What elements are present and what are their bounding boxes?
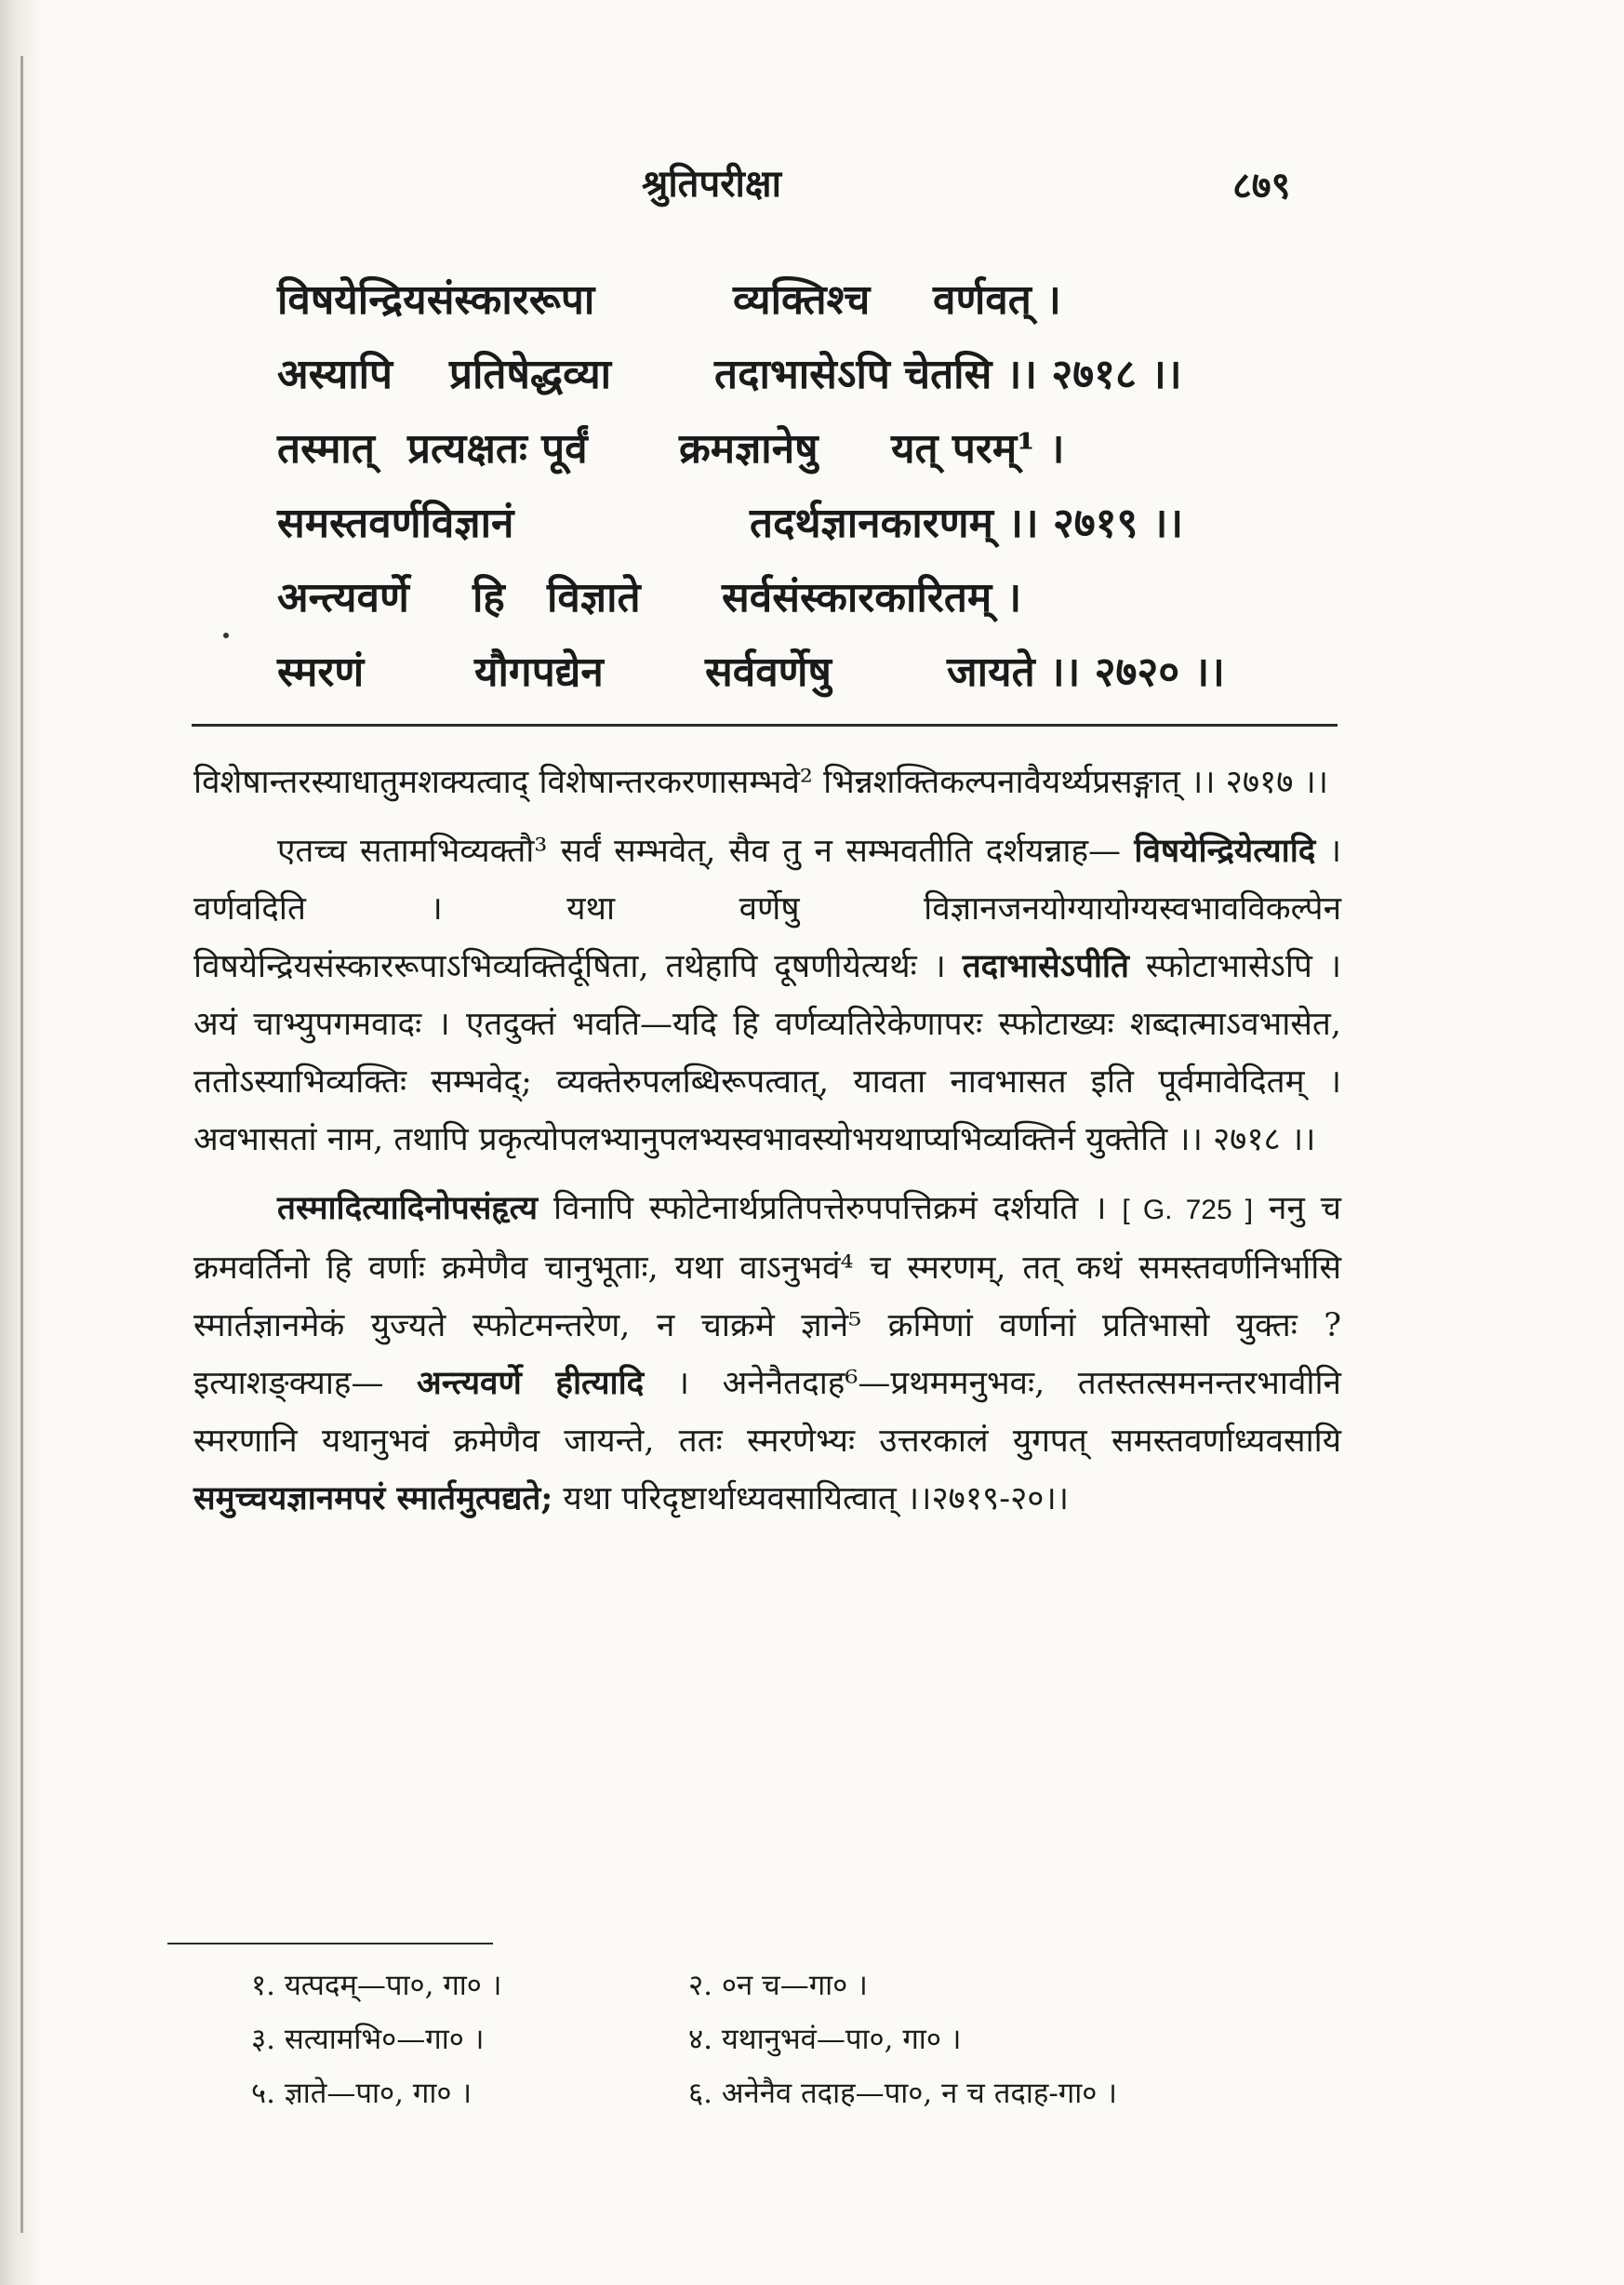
verse-word: वर्णवत् । (933, 276, 1061, 324)
commentary-text: स्फोटाभासेऽपि । अयं चाभ्युपगमवादः । एतदुक्तं भवति—यदि हि वर्णव्यतिरेकेणापरः स्फोटाख्यः शब्दात्माऽवभासेत, ततोऽस्याभिव्यक्तिः सम्भवेद्; व्यक्तेरुपलब्धिरूपत्वात्, यावता नावभासत इति पूर्वमावेदितम् । अवभासतां नाम, तथापि प्रकृत्योपलभ्यानुपलभ्यस्वभावस्योभयथाप्यभिव्यक्तिर्न युक्तेति ।। २७१८ ।। (193, 948, 1341, 1158)
verse-word: स्मरणं (277, 648, 365, 696)
footnotes (251, 1965, 1367, 2127)
verse-word: अस्यापि (277, 351, 393, 398)
commentary-text: । अनेनैतदाह⁶—प्रथममनुभवः, ततस्तत्समनन्तरभावीनि स्मरणानि यथानुभवं क्रमेणैव जायन्ते, ततः स्मरणेभ्यः उत्तरकालं युगपत् समस्तवर्णाध्यवसायि (193, 1365, 1341, 1460)
verse-word: तस्मात् (277, 425, 375, 473)
commentary-text: । वर्णवदिति । यथा वर्णेषु विज्ञानजनयोग्यायोग्यस्वभावविकल्पेन विषयेन्द्रियसंस्काररूपाऽभिव्यक्तिर्दूषिता, तथेहापि दूषणीयेत्यर्थः । (193, 833, 1341, 985)
footnote: २. ०न च—गा० । (688, 1969, 868, 2002)
commentary-keyword: तस्मादित्यादिनोपसंहृत्य (277, 1189, 539, 1227)
margin-dot (223, 633, 229, 638)
verse-word: व्यक्तिश्च (733, 276, 871, 324)
commentary-keyword: अन्त्यवर्णे हीत्यादि (417, 1364, 645, 1402)
verse-word: यत् परम्¹ । (891, 425, 1065, 473)
commentary-keyword: समुच्चयज्ञानमपरं स्मार्तमुत्पद्यते; (193, 1479, 553, 1517)
running-title: श्रुतिपरीक्षा (642, 162, 781, 206)
verse-word: यौगपद्येन (474, 648, 604, 696)
verse-word: समस्तवर्णविज्ञानं (277, 500, 514, 547)
footnote: ५. ज्ञाते—पा०, गा० । (251, 2077, 473, 2110)
verse-word: हि (473, 574, 505, 621)
footnote-row (251, 2073, 1367, 2127)
commentary-paragraph (193, 822, 1341, 1169)
footnote-row (251, 2019, 1367, 2073)
verse-word: जायते ।। २७२० ।। (947, 648, 1225, 696)
commentary-text: विशेषान्तरस्याधातुमशक्यत्वाद् विशेषान्तरकरणासम्भवे² भिन्नशक्तिकल्पनावैयर्थ्यप्रसङ्गात् ।। २७१७ ।। (193, 764, 1329, 801)
commentary (193, 754, 1341, 1528)
page-number: ८७९ (1232, 164, 1291, 207)
commentary-text: एतच्च सतामभिव्यक्तौ³ सर्वं सम्भवेत्, सैव तु न सम्भवतीति दर्शयन्नाह— (277, 833, 1122, 870)
verse-word: प्रत्यक्षतः पूर्वं (407, 425, 588, 473)
footnote: ६. अनेनैव तदाह—पा०, न च तदाह-गा० । (688, 2077, 1117, 2110)
verse-word: अन्त्यवर्णे (277, 574, 409, 621)
edition-page-reference: [ G. 725 ] (1122, 1195, 1254, 1225)
verse-commentary-divider (192, 724, 1338, 727)
footnote: ४. यथानुभवं—पा०, गा० । (688, 2023, 962, 2056)
commentary-keyword: तदाभासेऽपीति (962, 947, 1129, 985)
footnote-row (251, 1965, 1367, 2019)
footnote-divider (167, 1943, 493, 1944)
verse-word: विज्ञाते (547, 574, 641, 621)
commentary-text: विनापि स्फोटेनार्थप्रतिपत्तेरुपपत्तिक्रमं दर्शयति । (553, 1190, 1107, 1227)
commentary-keyword: विषयेन्द्रियेत्यादि (1134, 832, 1316, 870)
verse-word: सर्ववर्णेषु (705, 648, 832, 696)
verse-word: सर्वसंस्कारकारितम् । (722, 574, 1022, 621)
footnote: ३. सत्यामभि०—गा० । (251, 2023, 485, 2056)
footnote: १. यत्पदम्—पा०, गा० । (251, 1969, 502, 2002)
verse-word: तदर्थज्ञानकारणम् ।। २७१९ ।। (750, 500, 1184, 547)
verse-word: तदाभासेऽपि चेतसि ।। २७१८ ।। (714, 351, 1182, 398)
commentary-text: यथा परिदृष्टार्थाध्यवसायित्वात् ।।२७१९-२०।। (563, 1480, 1069, 1517)
verse-word: क्रमज्ञानेषु (679, 425, 819, 473)
verse-word: प्रतिषेद्धव्या (449, 351, 612, 398)
verse-word: विषयेन्द्रियसंस्काररूपा (277, 276, 595, 324)
commentary-text: ननु च क्रमवर्तिनो हि वर्णाः क्रमेणैव चानुभूताः, यथा वाऽनुभवं⁴ च स्मरणम्, तत् कथं समस्तवर्णनिर्भासि स्मार्तज्ञानमेकं युज्यते स्फोटमन्तरेण, न चाक्रमे ज्ञाने⁵ क्रमिणां वर्णानां प्रतिभासो युक्तः ? इत्याशङ्क्याह— (193, 1190, 1341, 1402)
commentary-paragraph (193, 1180, 1341, 1528)
commentary-paragraph (193, 754, 1341, 811)
